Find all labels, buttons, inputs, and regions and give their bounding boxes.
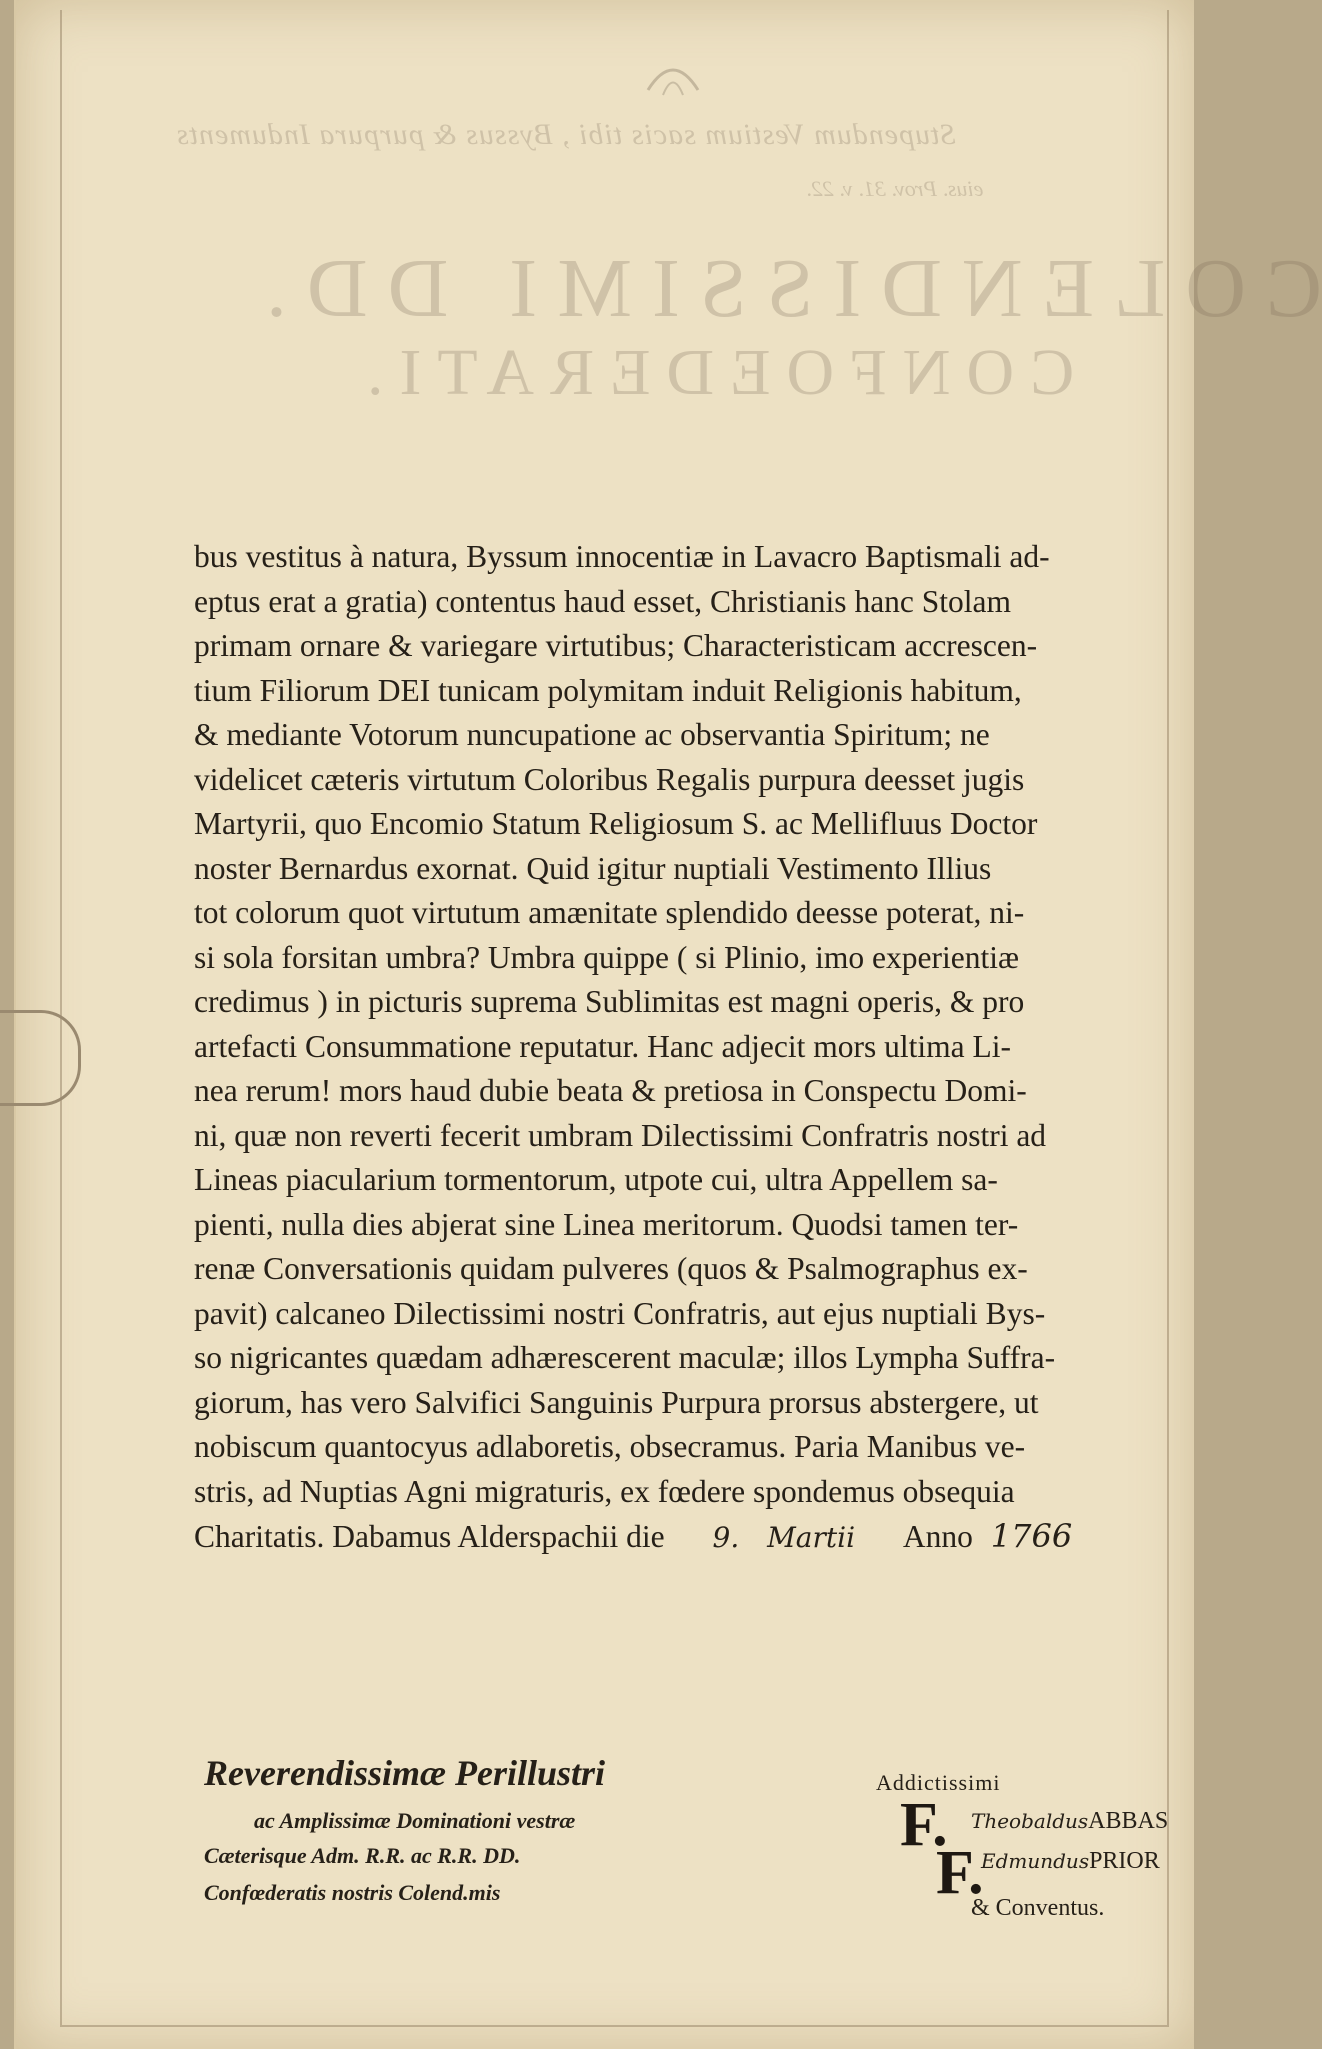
abbas-name: Theobaldus xyxy=(971,1809,1089,1833)
body-line: primam ornare & variegare virtutibus; Characteristicam accrescen- xyxy=(194,628,1038,663)
body-line: so nigricantes quædam adhærescerent maculæ; illos Lympha Suffra- xyxy=(194,1340,1056,1375)
prior-name: Edmundus xyxy=(981,1849,1090,1873)
frater-initial-2: F. xyxy=(936,1839,984,1907)
body-line: eptus erat a gratia) contentus haud esset, Christianis hanc Stolam xyxy=(194,583,1012,619)
bleed-through-citation: eius. Prov. 31. v. 22. xyxy=(806,176,984,201)
body-line: videlicet cæteris virtutum Coloribus Regalis purpura deesset jugis xyxy=(194,761,1025,797)
body-line: nobiscum quantocyus adlaboretis, obsecramus. Paria Manibus ve- xyxy=(194,1429,1026,1464)
frater-initial-1: F. xyxy=(900,1791,948,1859)
body-line: si sola forsitan umbra? Umbra quippe ( si Plinio, imo experientiæ xyxy=(194,939,1019,975)
bleed-through-title: COLENDISSIMI DD. xyxy=(246,242,1322,335)
body-line: Lineas piacularium tormentorum, utpote cui, ultra Appellem sa- xyxy=(194,1162,998,1197)
salutation-line-1: Reverendissimæ Perillustri xyxy=(204,1753,606,1793)
ornament-icon xyxy=(628,50,718,110)
bleed-through-motto: Stupendum Vestium sacis tibi , Byssus & purpura Induments xyxy=(176,118,956,151)
bleed-through-subtitle: CONFOEDERATI. xyxy=(351,336,1075,409)
body-line: Martyrii, quo Encomio Statum Religiosum S. ac Mellifluus Doctor xyxy=(194,806,1038,841)
body-line: tium Filiorum DEI tunicam polymitam induit Religionis habitum, xyxy=(194,672,1022,708)
abbas-title: ABBAS xyxy=(1088,1808,1169,1834)
salutation-line-4: Confœderatis nostris Colend.mis xyxy=(204,1880,501,1905)
salutation-line-3: Cæterisque Adm. R.R. ac R.R. DD. xyxy=(204,1843,521,1868)
body-line: tot colorum quot virtutum amænitate splendido deesse poterat, ni- xyxy=(194,895,1025,930)
letter-body xyxy=(194,535,1194,1559)
anno-label: Anno xyxy=(902,1519,973,1554)
conventus-label: & Conventus. xyxy=(971,1895,1105,1921)
body-line: bus vestitus à natura, Byssum innocentiæ in Lavacro Baptismali ad- xyxy=(194,539,1050,574)
body-line: ni, quæ non reverti fecerit umbram Dilectissimi Confratris nostri ad xyxy=(194,1117,1047,1153)
handwritten-day: 9. xyxy=(712,1521,740,1554)
abbas-signature xyxy=(971,1808,1168,1835)
date-line-text: Charitatis. Dabamus Alderspachii die xyxy=(194,1519,665,1554)
handwritten-month: Martii xyxy=(767,1521,856,1554)
body-line: artefacti Consummatione reputatur. Hanc adjecit mors ultima Li- xyxy=(194,1028,1011,1064)
body-line: noster Bernardus exornat. Quid igitur nuptiali Vestimento Illius xyxy=(194,850,992,886)
body-line: pienti, nulla dies abjerat sine Linea meritorum. Quodsi tamen ter- xyxy=(194,1206,1019,1242)
prior-signature xyxy=(981,1848,1160,1875)
salutation-line-2: ac Amplissimæ Dominationi vestræ xyxy=(254,1808,576,1833)
body-line: & mediante Votorum nuncupatione ac observantia Spiritum; ne xyxy=(194,717,990,752)
body-line: giorum, has vero Salvifici Sanguinis Purpura prorsus abstergere, ut xyxy=(194,1384,1039,1420)
handwritten-year: 1766 xyxy=(990,1517,1073,1555)
document-page xyxy=(14,0,1322,2049)
body-line: renæ Conversationis quidam pulveres (quos & Psalmographus ex- xyxy=(194,1251,1028,1286)
addictissimi-label: Addictissimi xyxy=(876,1770,1001,1795)
body-line: nea rerum! mors haud dubie beata & pretiosa in Conspectu Domi- xyxy=(194,1073,1027,1108)
date-line xyxy=(194,1514,1194,1559)
body-line: pavit) calcaneo Dilectissimi nostri Confratris, aut ejus nuptiali Bys- xyxy=(194,1295,1046,1331)
prior-title: PRIOR xyxy=(1089,1848,1160,1874)
binding-clip xyxy=(0,1010,81,1106)
body-line: credimus ) in picturis suprema Sublimitas est magni operis, & pro xyxy=(194,984,1025,1019)
body-line: stris, ad Nuptias Agni migraturis, ex fœdere spondemus obsequia xyxy=(194,1473,1015,1509)
